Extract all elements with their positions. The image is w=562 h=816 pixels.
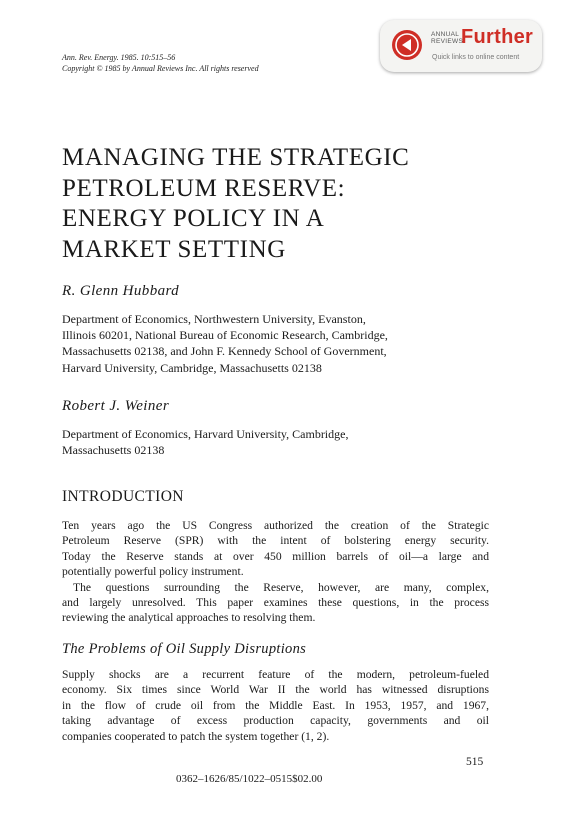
- affiliation-line: Illinois 60201, National Bureau of Economic Research, Cambridge,: [62, 328, 388, 343]
- author-name: R. Glenn Hubbard: [62, 283, 180, 299]
- badge-annual-text: ANNUAL: [431, 31, 460, 38]
- text-line: reviewing the analytical approaches to resolving them.: [62, 611, 316, 625]
- affiliation-line: Massachusetts 02138, and John F. Kennedy School of Government,: [62, 344, 387, 359]
- badge-reviews-text: REVIEWS: [431, 38, 464, 45]
- title-line: MARKET SETTING: [62, 235, 286, 263]
- text-line: and largely unresolved. This paper examines these questions, in the process: [62, 596, 489, 610]
- triangle-play-icon: [392, 30, 422, 60]
- text-line: companies cooperated to patch the system together (1, 2).: [62, 729, 330, 743]
- author-affiliation: [62, 426, 348, 458]
- text-line: in the flow of crude oil from the Middle East. In 1953, 1957, and 1967,: [62, 698, 489, 712]
- text-line: Ten years ago the US Congress authorized the creation of the Strategic: [62, 519, 489, 532]
- journal-citation-line: Ann. Rev. Energy. 1985. 10:515–56: [62, 53, 176, 62]
- title-line: MANAGING THE STRATEGIC: [62, 144, 410, 171]
- text-line: The questions surrounding the Reserve, however, are many, complex,: [73, 580, 489, 594]
- annual-reviews-further-badge[interactable]: [380, 20, 542, 72]
- introduction-paragraph: [62, 518, 489, 626]
- author-name: Robert J. Weiner: [62, 398, 170, 414]
- badge-further-text: Further: [461, 26, 534, 48]
- subsection-heading-oil-supply-disruptions: The Problems of Oil Supply Disruptions: [62, 641, 307, 657]
- badge-brand: [431, 31, 463, 45]
- title-line: PETROLEUM RESERVE:: [62, 174, 346, 202]
- author-affiliation: [62, 311, 388, 376]
- badge-subtitle: Quick links to online content: [432, 54, 520, 61]
- problems-paragraph: [62, 667, 489, 744]
- text-line: taking advantage of excess production capacity, governments and oil: [62, 714, 489, 728]
- text-line: Supply shocks are a recurrent feature of the modern, petroleum-fueled: [62, 668, 489, 681]
- copyright-line: Copyright © 1985 by Annual Reviews Inc. All rights reserved: [62, 64, 259, 73]
- section-heading-introduction: INTRODUCTION: [62, 488, 184, 505]
- affiliation-line: Massachusetts 02138: [62, 443, 165, 458]
- journal-citation: [62, 52, 259, 74]
- title-line: ENERGY POLICY IN A: [62, 205, 325, 232]
- article-title: [62, 143, 409, 265]
- footer-code: 0362–1626/85/1022–0515$02.00: [176, 773, 323, 785]
- affiliation-line: Department of Economics, Northwestern University, Evanston,: [62, 312, 366, 326]
- affiliation-line: Harvard University, Cambridge, Massachusetts 02138: [62, 360, 322, 375]
- page-number: 515: [466, 756, 484, 768]
- affiliation-line: Department of Economics, Harvard University, Cambridge,: [62, 427, 349, 441]
- text-line: potentially powerful policy instrument.: [62, 565, 244, 579]
- text-line: Petroleum Reserve (SPR) with the intent of bolstering energy security.: [62, 534, 489, 548]
- text-line: Today the Reserve stands at over 450 million barrels of oil—a large and: [62, 549, 489, 563]
- text-line: economy. Six times since World War II the world has witnessed disruptions: [62, 683, 489, 697]
